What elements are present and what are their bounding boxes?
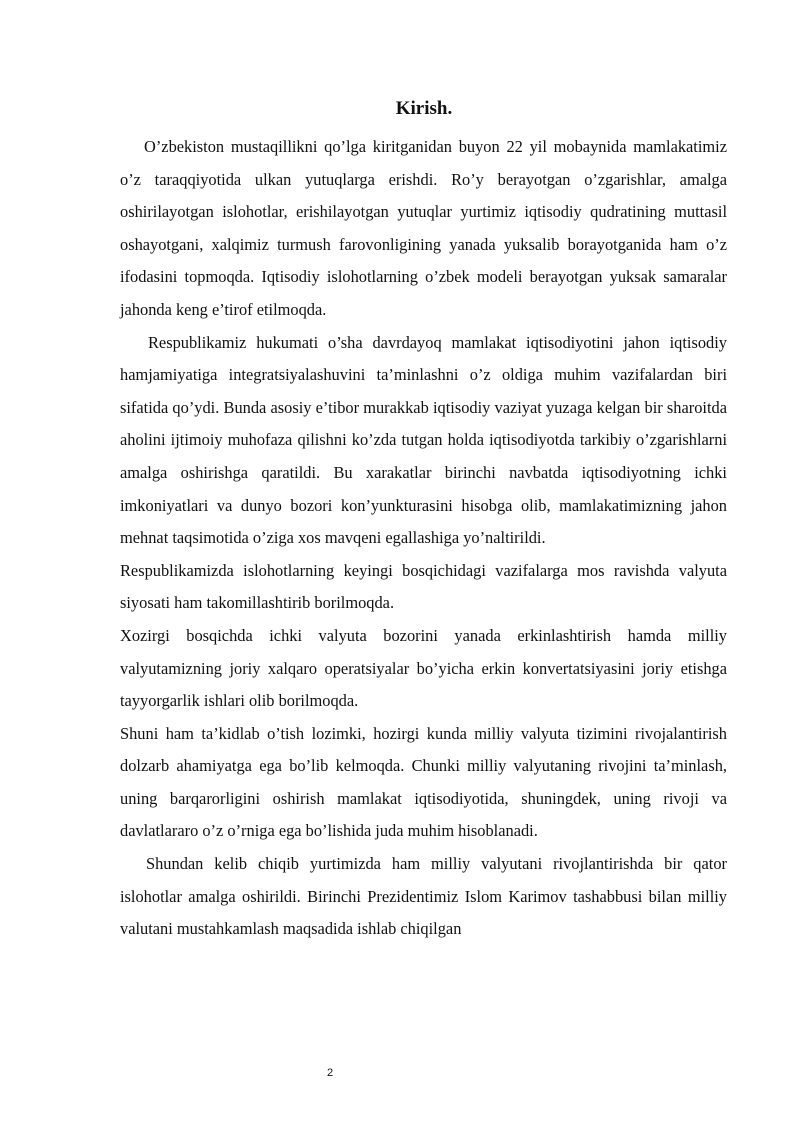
paragraph-4: Xozirgi bosqichda ichki valyuta bozorini yanada erkinlashtirish hamda milliy valyutamizning joriy xalqaro operatsiyalar bo’yicha erkin konvertatsiyasini joriy etishga tayyorgarlik ishlari olib borilmoqda. <box>120 625 727 711</box>
page-number: 2 <box>326 1067 334 1079</box>
paragraph-5: Shuni ham ta’kidlab o’tish lozimki, hozirgi kunda milliy valyuta tizimini rivojalantirish dolzarb ahamiyatga ega bo’lib kelmoqda. Chunki milliy valyutaning rivojini ta’minlash, uning barqarorligini oshirish mamlakat iqtisodiyotida, shuningdek, uning rivoji va davlatlararo o’z o’rniga ega bo’lishida juda muhim hisoblanadi. <box>120 723 727 841</box>
paragraph-6: Shundan kelib chiqib yurtimizda ham milliy valyutani rivojlantirishda bir qator islohotlar amalga oshirildi. Birinchi Prezidentimiz Islom Karimov tashabbusi bilan milliy valutani mustahkamlash maqsadida ishlab chiqilgan <box>120 854 727 939</box>
page-title: Kirish. <box>395 98 453 119</box>
paragraph-2: Respublikamiz hukumati o’sha davrdayoq mamlakat iqtisodiyotini jahon iqtisodiy hamjamiyatiga integratsiyalashuvini ta’minlashni o’z oldiga muhim vazifalardan biri sifatida qo’ydi. Bunda asosiy e’tibor murakkab iqtisodiy vaziyat yuzaga kelgan bir sharoitda aholini ijtimoiy muhofaza qilishni ko’zda tutgan holda iqtisodiyotda tarkibiy o’zgarishlarni amalga oshirishga qaratildi. Bu xarakatlar birinchi navbatda iqtisodiyotning ichki imkoniyatlari va dunyo bozori kon’yunkturasini hisobga olib, mamlakatimizning jahon mehnat taqsimotida o’ziga xos mavqeni egallashiga yo’naltirildi. <box>120 332 727 548</box>
paragraph-3: Respublikamizda islohotlarning keyingi bosqichidagi vazifalarga mos ravishda valyuta siyosati ham takomillashtirib borilmoqda. <box>120 560 727 613</box>
body-text <box>120 131 727 946</box>
paragraph-1: O’zbekiston mustaqillikni qo’lga kiritganidan buyon 22 yil mobaynida mamlakatimiz o’z taraqqiyotida ulkan yutuqlarga erishdi. Ro’y berayotgan o’zgarishlar, amalga oshirilayotgan islohotlar, erishilayotgan yutuqlar yurtimiz iqtisodiy qudratining muttasil oshayotgani, xalqimiz turmush farovonligining yanada yuksalib borayotganida ham o’z ifodasini topmoqda. Iqtisodiy islohotlarning o’zbek modeli berayotgan yuksak samaralar jahonda keng e’tirof etilmoqda. <box>120 137 727 319</box>
